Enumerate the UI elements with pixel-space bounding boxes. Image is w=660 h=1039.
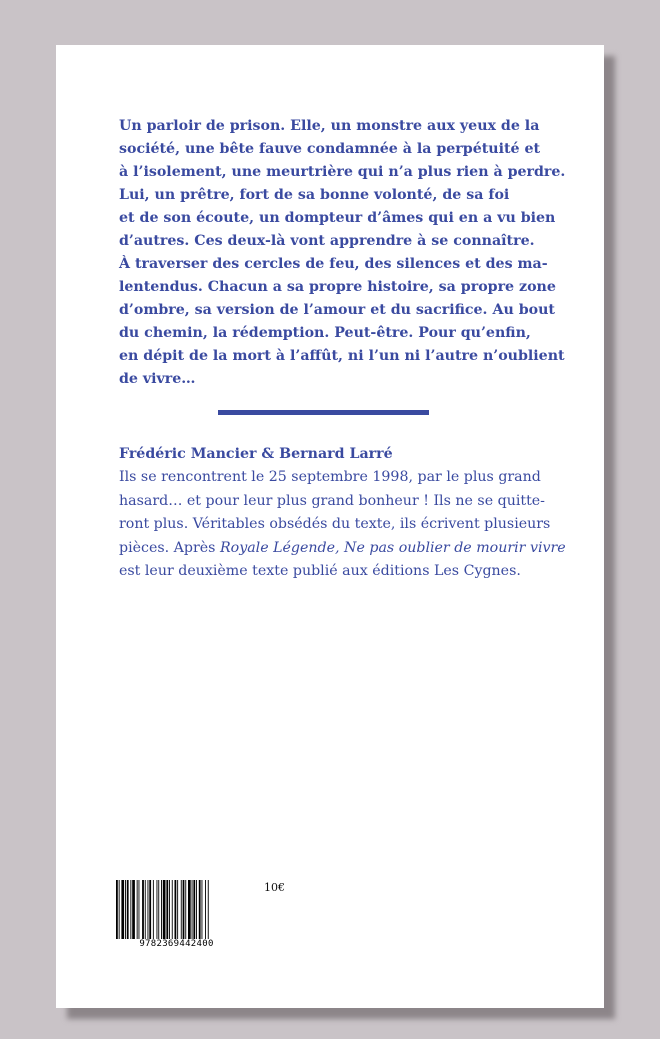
bio-line-prefix: pièces. Après bbox=[119, 539, 220, 556]
price-label: 10€ bbox=[264, 881, 285, 894]
barcode-bar bbox=[163, 880, 166, 942]
barcode-bar bbox=[121, 880, 124, 942]
barcode-bar bbox=[193, 880, 195, 942]
bio-line: est leur deuxième texte publié aux éditions Les Cygnes. bbox=[119, 563, 521, 579]
barcode-bar bbox=[183, 880, 185, 942]
barcode-bar bbox=[116, 880, 118, 942]
blurb-line: d’autres. Ces deux-là vont apprendre à se connaître. bbox=[119, 233, 535, 249]
bio-line bbox=[119, 537, 566, 561]
barcode-bar bbox=[205, 880, 206, 942]
blurb-line: et de son écoute, un dompteur d’âmes qui en a vu bien bbox=[119, 210, 556, 226]
isbn-number: 9782369442400 bbox=[114, 939, 239, 950]
barcode-bar bbox=[169, 880, 170, 942]
blurb-line: À traverser des cercles de feu, des silences et des ma- bbox=[119, 256, 548, 272]
bio-line: hasard… et pour leur plus grand bonheur ! Ils ne se quitte- bbox=[119, 492, 545, 509]
blurb-line: lentendus. Chacun a sa propre histoire, sa propre zone bbox=[119, 279, 556, 295]
book-titles: Royale Légende, Ne pas oublier de mourir vivre bbox=[219, 539, 566, 556]
blurb-line: en dépit de la mort à l’affût, ni l’un ni l’autre n’oublient bbox=[119, 348, 565, 364]
barcode-bar bbox=[153, 880, 154, 942]
barcode-bars bbox=[114, 880, 239, 942]
barcode-bar bbox=[199, 880, 201, 942]
barcode-bar bbox=[185, 880, 186, 942]
barcode-bar bbox=[181, 880, 182, 942]
barcode-bar bbox=[149, 880, 151, 942]
barcode-bar bbox=[172, 880, 173, 942]
blurb-line: d’ombre, sa version de l’amour et du sacrifice. Au bout bbox=[119, 302, 555, 318]
barcode-bar bbox=[127, 880, 129, 942]
barcode-bar bbox=[158, 880, 159, 942]
blurb-line: à l’isolement, une meurtrière qui n’a plus rien à perdre. bbox=[119, 164, 566, 180]
back-cover bbox=[56, 45, 604, 1008]
barcode-bar bbox=[196, 880, 197, 942]
bio-line: Ils se rencontrent le 25 septembre 1998, par le plus grand bbox=[119, 469, 541, 485]
blurb-line: de vivre… bbox=[119, 371, 196, 387]
blurb-line: Un parloir de prison. Elle, un monstre aux yeux de la bbox=[119, 118, 540, 134]
barcode-bar bbox=[139, 880, 140, 942]
barcode-bar bbox=[175, 880, 177, 942]
barcode-bar bbox=[157, 880, 158, 942]
divider-rule bbox=[218, 410, 429, 415]
barcode-bar bbox=[177, 880, 178, 942]
authors-heading: Frédéric Mancier & Bernard Larré bbox=[119, 446, 393, 462]
blurb-line: société, une bête fauve condamnée à la perpétuité et bbox=[119, 141, 541, 157]
barcode-bar bbox=[137, 880, 138, 942]
barcode-bar bbox=[202, 880, 203, 942]
barcode-bar bbox=[130, 880, 131, 942]
barcode-bar bbox=[125, 880, 126, 942]
barcode-bar bbox=[119, 880, 120, 942]
blurb-line: Lui, un prêtre, fort de sa bonne volonté, de sa foi bbox=[119, 187, 510, 203]
barcode-bar bbox=[188, 880, 191, 942]
barcode-bar bbox=[192, 880, 193, 942]
barcode-bar bbox=[132, 880, 135, 942]
barcode-bar bbox=[142, 880, 144, 942]
barcode-bar bbox=[148, 880, 149, 942]
bio-line: ront plus. Véritables obsédés du texte, ils écrivent plusieurs bbox=[119, 516, 551, 532]
barcode-bar bbox=[208, 880, 209, 942]
authors-bio bbox=[119, 466, 566, 584]
blurb-line: du chemin, la rédemption. Peut-être. Pour qu’enfin, bbox=[119, 325, 531, 341]
blurb-text bbox=[119, 115, 566, 391]
barcode-bar bbox=[166, 880, 168, 942]
barcode-bar bbox=[145, 880, 146, 942]
barcode-bar bbox=[161, 880, 162, 942]
